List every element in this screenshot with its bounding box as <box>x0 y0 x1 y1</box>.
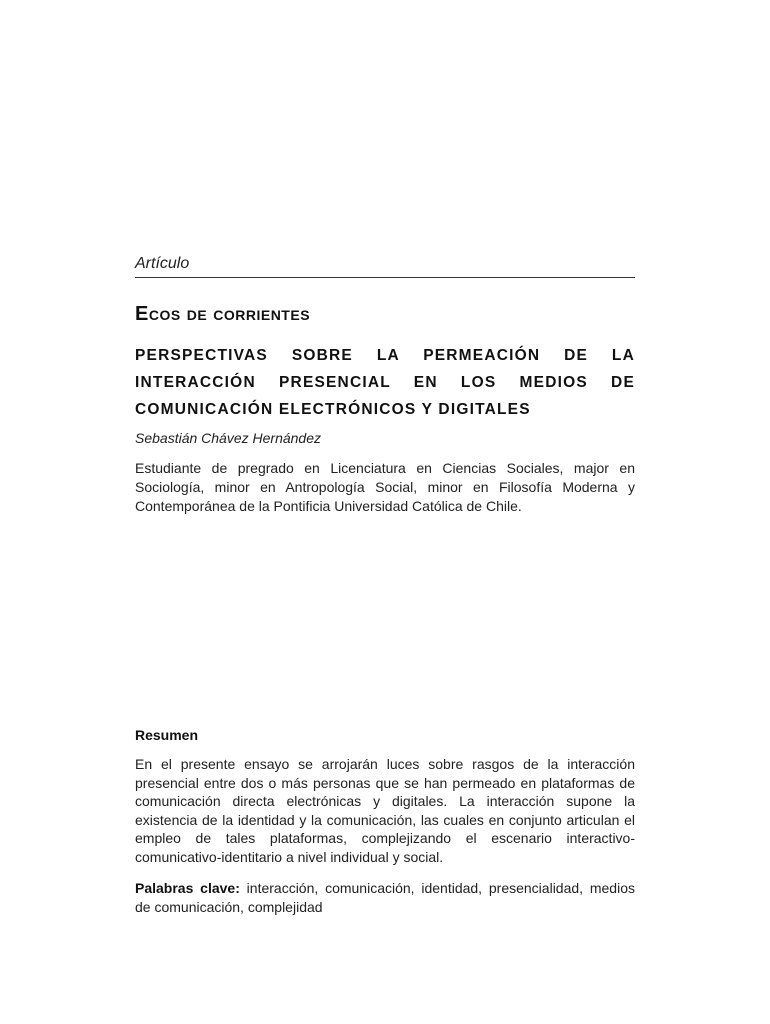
section-label: Artículo <box>135 255 190 272</box>
keywords-text: interacción, comunicación, identidad, presencialidad, medios de comunicación, complejidad <box>135 880 635 915</box>
abstract-heading: Resumen <box>135 727 199 743</box>
header-rule <box>135 277 635 278</box>
author-affiliation: Estudiante de pregrado en Licenciatura en Ciencias Sociales, major en Sociología, minor en Antropología Social, minor en Filosofía Moderna y Contemporánea de la Pontificia Universidad Católica de Chile. <box>135 460 635 514</box>
keywords <box>135 879 635 917</box>
article-title: Ecos de corrientes <box>135 303 311 325</box>
author-name: Sebastián Chávez Hernández <box>135 430 322 446</box>
article-subtitle: PERSPECTIVAS SOBRE LA PERMEACIÓN DE LA INTERACCIÓN PRESENCIAL EN LOS MEDIOS DE COMUNICACIÓN ELECTRÓNICOS Y DIGITALES <box>135 347 635 418</box>
abstract-text: En el presente ensayo se arrojarán luces sobre rasgos de la interacción presencial entre dos o más personas que se han permeado en plataformas de comunicación directa electrónicas y digitales. La interacción supone la existencia de la identidad y la comunicación, las cuales en conjunto articulan el empleo de tales plataformas, complejizando el escenario interactivo-comunicativo-identitario a nivel individual y social. <box>135 756 635 865</box>
keywords-label: Palabras clave: <box>135 880 240 896</box>
